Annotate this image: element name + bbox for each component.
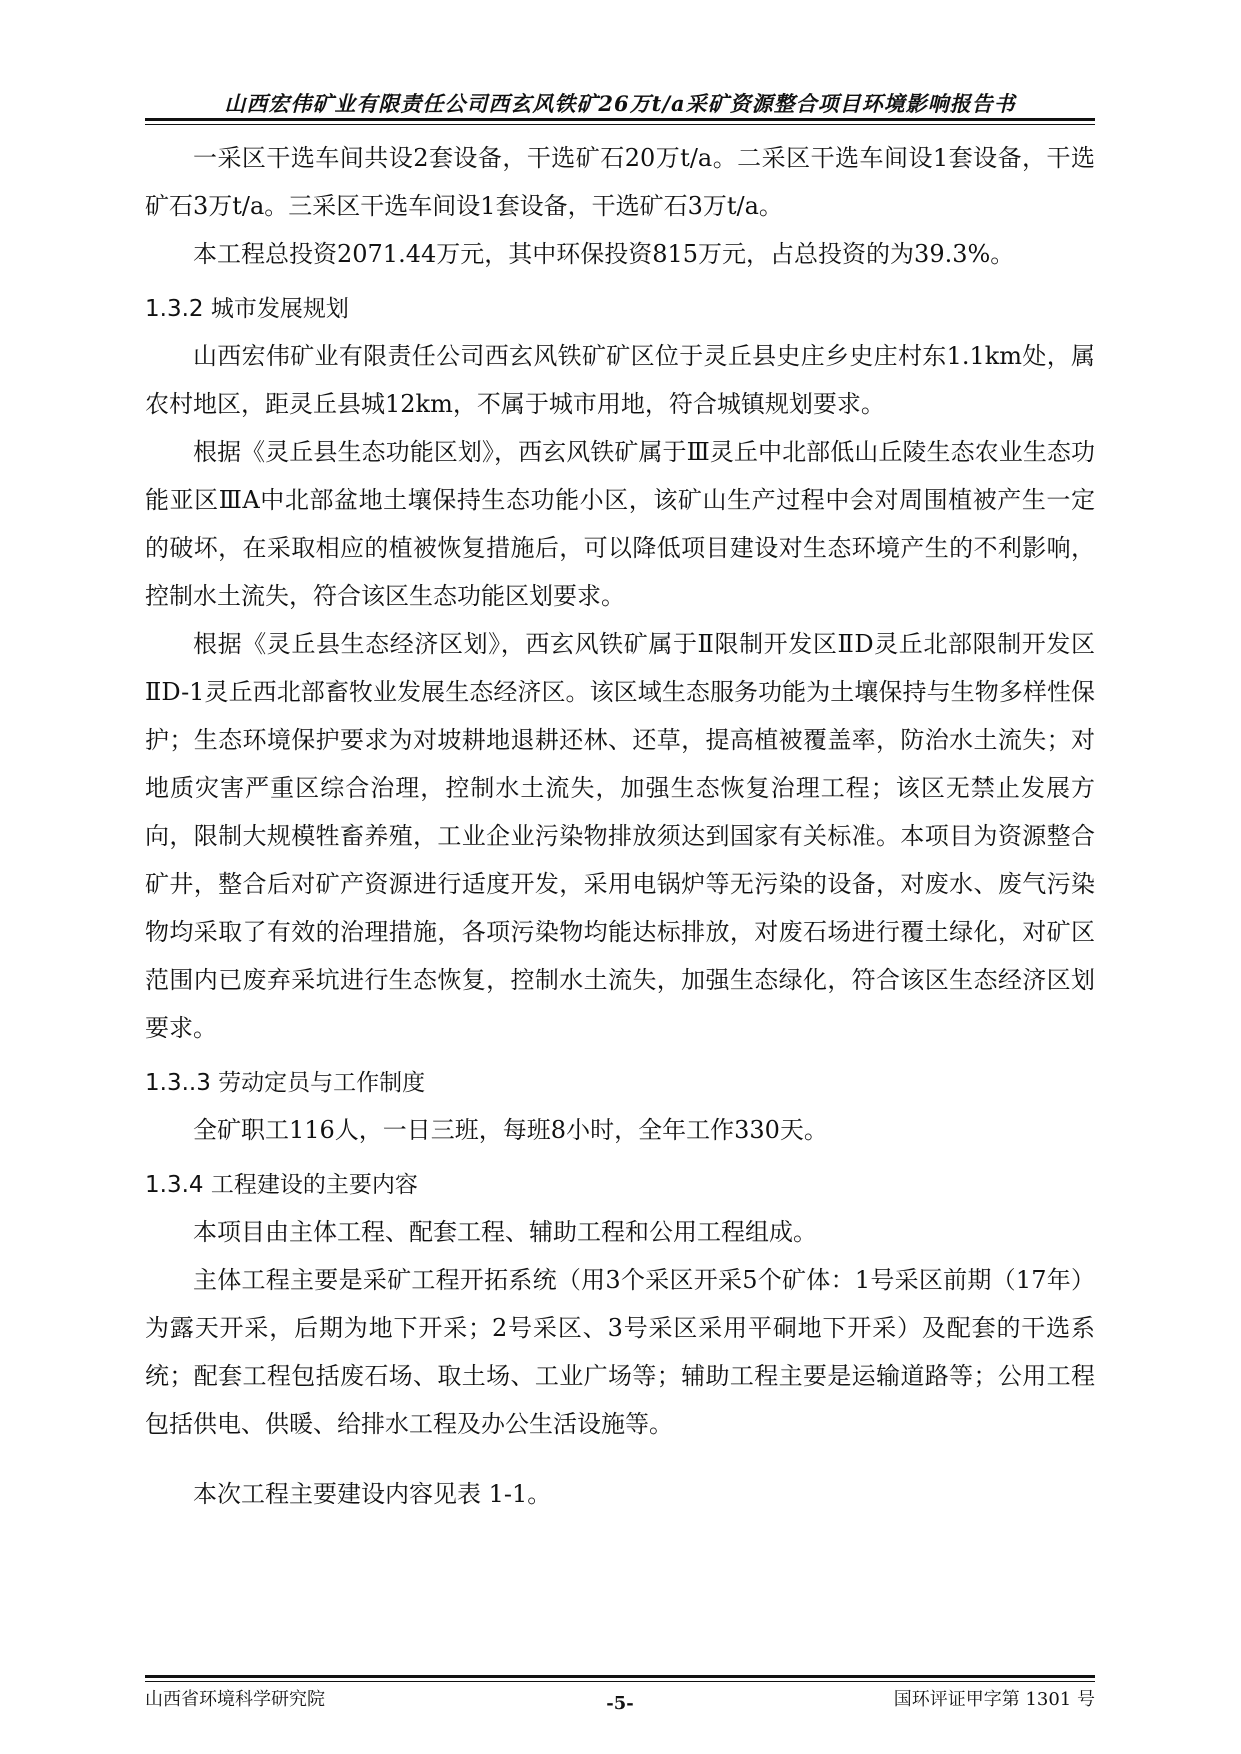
paragraph-staffing: 全矿职工116人，一日三班，每班8小时，全年工作330天。 [193, 1116, 828, 1144]
footer-rule-thin [145, 1681, 1095, 1682]
paragraph-table-reference: 本次工程主要建设内容见表 1-1。 [193, 1480, 552, 1508]
footer-institution: 山西省环境科学研究院 [145, 1689, 325, 1710]
paragraph-investment: 本工程总投资2071.44万元，其中环保投资815万元，占总投资的为39.3%。 [193, 240, 1015, 268]
paragraph-ecological-function: 根据《灵丘县生态功能区划》，西玄风铁矿属于Ⅲ灵丘中北部低山丘陵生态农业生态功能亚区ⅢA中北部盆地土壤保持生态功能小区，该矿山生产过程中会对周围植被产生一定的破坏，在采取相应的植被恢复措施后，可以降低项目建设对生态环境产生的不利影响，控制水土流失，符合该区生态功能区划要求。 [145, 438, 1095, 610]
footer-rule-thick [145, 1675, 1095, 1678]
paragraph-location: 山西宏伟矿业有限责任公司西玄风铁矿矿区位于灵丘县史庄乡史庄村东1.1km处，属农村地区，距灵丘县城12km，不属于城市用地，符合城镇规划要求。 [145, 342, 1095, 418]
header-rule-thin [145, 124, 1095, 125]
paragraph-main-works: 主体工程主要是采矿工程开拓系统（用3个采区开采5个矿体：1号采区前期（17年）为露天开采，后期为地下开采；2号采区、3号采区采用平硐地下开采）及配套的干选系统；配套工程包括废石场、取土场、工业广场等；辅助工程主要是运输道路等；公用工程包括供电、供暖、给排水工程及办公生活设施等。 [145, 1266, 1095, 1438]
section-heading-construction: 1.3.4 工程建设的主要内容 [145, 1172, 418, 1198]
paragraph-dry-separation: 一采区干选车间共设2套设备，干选矿石20万t/a。二采区干选车间设1套设备，干选矿石3万t/a。三采区干选车间设1套设备，干选矿石3万t/a。 [145, 144, 1095, 220]
page-number: -5- [606, 1693, 634, 1714]
section-heading-staffing: 1.3..3 劳动定员与工作制度 [145, 1070, 426, 1096]
section-heading-urban-planning: 1.3.2 城市发展规划 [145, 296, 349, 322]
paragraph-project-composition: 本项目由主体工程、配套工程、辅助工程和公用工程组成。 [193, 1218, 817, 1246]
header-rule-thick [145, 118, 1095, 121]
document-body [145, 134, 1095, 1518]
paragraph-ecological-economy: 根据《灵丘县生态经济区划》，西玄风铁矿属于Ⅱ限制开发区ⅡD灵丘北部限制开发区ⅡD-1灵丘西北部畜牧业发展生态经济区。该区域生态服务功能为土壤保持与生物多样性保护；生态环境保护要求为对坡耕地退耕还林、还草，提高植被覆盖率，防治水土流失；对地质灾害严重区综合治理，控制水土流失，加强生态恢复治理工程；该区无禁止发展方向，限制大规模牲畜养殖，工业企业污染物排放须达到国家有关标准。本项目为资源整合矿井，整合后对矿产资源进行适度开发，采用电锅炉等无污染的设备，对废水、废气污染物均采取了有效的治理措施，各项污染物均能达标排放，对废石场进行覆土绿化，对矿区范围内已废弃采坑进行生态恢复，控制水土流失，加强生态绿化，符合该区生态经济区划要求。 [145, 630, 1095, 1042]
footer-certificate: 国环评证甲字第 1301 号 [893, 1689, 1095, 1710]
header-title: 山西宏伟矿业有限责任公司西玄风铁矿26万t/a采矿资源整合项目环境影响报告书 [224, 91, 1016, 116]
spacer [145, 1448, 1095, 1470]
